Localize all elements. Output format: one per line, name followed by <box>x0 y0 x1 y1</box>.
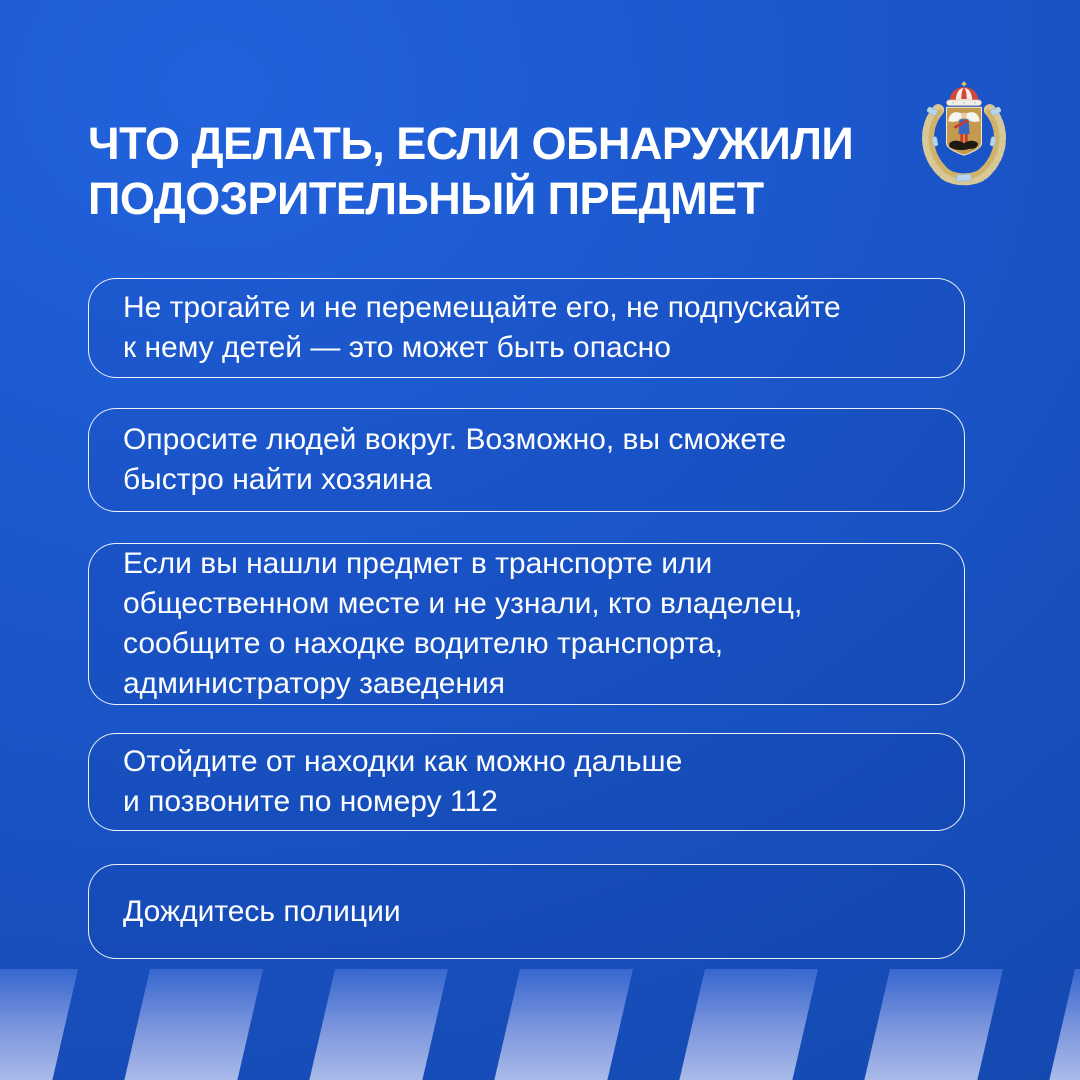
title-line: ЧТО ДЕЛАТЬ, ЕСЛИ ОБНАРУЖИЛИ <box>88 118 854 169</box>
stripe <box>309 969 448 1080</box>
step-text-line: и позвоните по номеру 112 <box>123 785 498 818</box>
step-text-line: администратору заведения <box>123 667 505 700</box>
bottom-stripes <box>0 969 1080 1080</box>
stripe <box>124 969 263 1080</box>
step-text-line: Отойдите от находки как можно дальше <box>123 745 683 778</box>
step-text-line: быстро найти хозяина <box>123 463 433 496</box>
stripe <box>679 969 818 1080</box>
stripe <box>1049 969 1080 1080</box>
step-text-line: Опросите людей вокруг. Возможно, вы сможете <box>123 423 787 456</box>
step-text-line: к нему детей — это может быть опасно <box>123 331 671 364</box>
stripe <box>864 969 1003 1080</box>
step-card <box>88 733 965 831</box>
arkhangelsk-oblast-coat-of-arms-icon <box>918 80 1010 188</box>
step-card <box>88 543 965 705</box>
step-card <box>88 278 965 378</box>
title-line: ПОДОЗРИТЕЛЬНЫЙ ПРЕДМЕТ <box>88 173 764 224</box>
step-text-line: сообщите о находке водителю транспорта, <box>123 627 724 660</box>
crown-icon <box>947 82 982 106</box>
step-text-line: общественном месте и не узнали, кто владелец, <box>123 587 803 620</box>
step-text-line: Дождитесь полиции <box>123 894 401 928</box>
step-text-line: Если вы нашли предмет в транспорте или <box>123 547 713 580</box>
step-card <box>88 408 965 512</box>
step-card <box>88 864 965 959</box>
stripe <box>494 969 633 1080</box>
step-text-line: Не трогайте и не перемещайте его, не подпускайте <box>123 291 841 324</box>
stripe <box>0 969 78 1080</box>
